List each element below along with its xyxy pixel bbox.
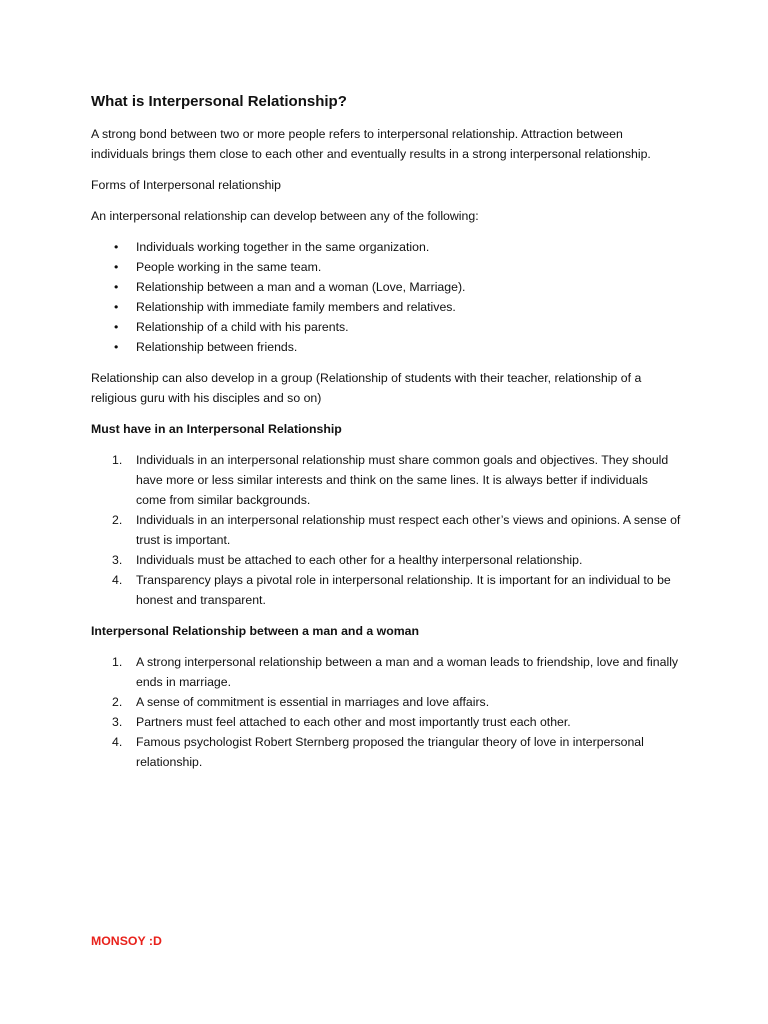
bullet-icon: • [114, 280, 119, 294]
bullet-icon: • [114, 340, 119, 354]
list-number: 1. [112, 655, 123, 669]
list-item: 1. A strong interpersonal relationship between a man and a woman leads to friendship, love and finally ends in marriage. [91, 652, 681, 692]
list-item: • People working in the same team. [91, 257, 681, 277]
must-have-list [91, 450, 681, 610]
forms-heading: Forms of Interpersonal relationship [91, 178, 282, 192]
list-number: 4. [112, 735, 123, 749]
list-item: 3. Individuals must be attached to each other for a healthy interpersonal relationship. [91, 550, 681, 570]
list-number: 3. [112, 553, 123, 567]
document-title: What is Interpersonal Relationship? [91, 93, 347, 110]
intro-paragraph: A strong bond between two or more people refers to interpersonal relationship. Attraction between individuals brings them close to each other and eventually results in a strong interpersonal relationship. [91, 127, 651, 161]
man-woman-list [91, 652, 681, 772]
list-item: 4. Transparency plays a pivotal role in interpersonal relationship. It is important for an individual to be honest and transparent. [91, 570, 681, 610]
bullet-icon: • [114, 240, 119, 254]
list-number: 2. [112, 695, 123, 709]
must-have-heading: Must have in an Interpersonal Relationship [91, 422, 342, 436]
list-item: 1. Individuals in an interpersonal relationship must share common goals and objectives. They should have more or less similar interests and think on the same lines. It is always better if individuals come from similar backgrounds. [91, 450, 681, 510]
bullet-icon: • [114, 260, 119, 274]
group-paragraph: Relationship can also develop in a group (Relationship of students with their teacher, relationship of a religious guru with his disciples and so on) [91, 371, 642, 405]
bullet-icon: • [114, 320, 119, 334]
list-item: 3. Partners must feel attached to each other and most importantly trust each other. [91, 712, 681, 732]
list-item: 4. Famous psychologist Robert Sternberg proposed the triangular theory of love in interpersonal relationship. [91, 732, 681, 772]
list-item: • Relationship between a man and a woman (Love, Marriage). [91, 277, 681, 297]
document-page [91, 92, 681, 783]
list-item: • Relationship of a child with his parents. [91, 317, 681, 337]
list-item: • Individuals working together in the same organization. [91, 237, 681, 257]
list-item: 2. A sense of commitment is essential in marriages and love affairs. [91, 692, 681, 712]
list-item: 2. Individuals in an interpersonal relationship must respect each other’s views and opinions. A sense of trust is important. [91, 510, 681, 550]
list-number: 3. [112, 715, 123, 729]
list-number: 1. [112, 453, 123, 467]
list-item: • Relationship with immediate family members and relatives. [91, 297, 681, 317]
man-woman-heading: Interpersonal Relationship between a man and a woman [91, 624, 419, 638]
forms-lead: An interpersonal relationship can develop between any of the following: [91, 209, 479, 223]
bullet-icon: • [114, 300, 119, 314]
list-number: 4. [112, 573, 123, 587]
list-number: 2. [112, 513, 123, 527]
footer-signature: MONSOY :D [91, 934, 162, 948]
forms-bullet-list [91, 237, 681, 357]
list-item: • Relationship between friends. [91, 337, 681, 357]
